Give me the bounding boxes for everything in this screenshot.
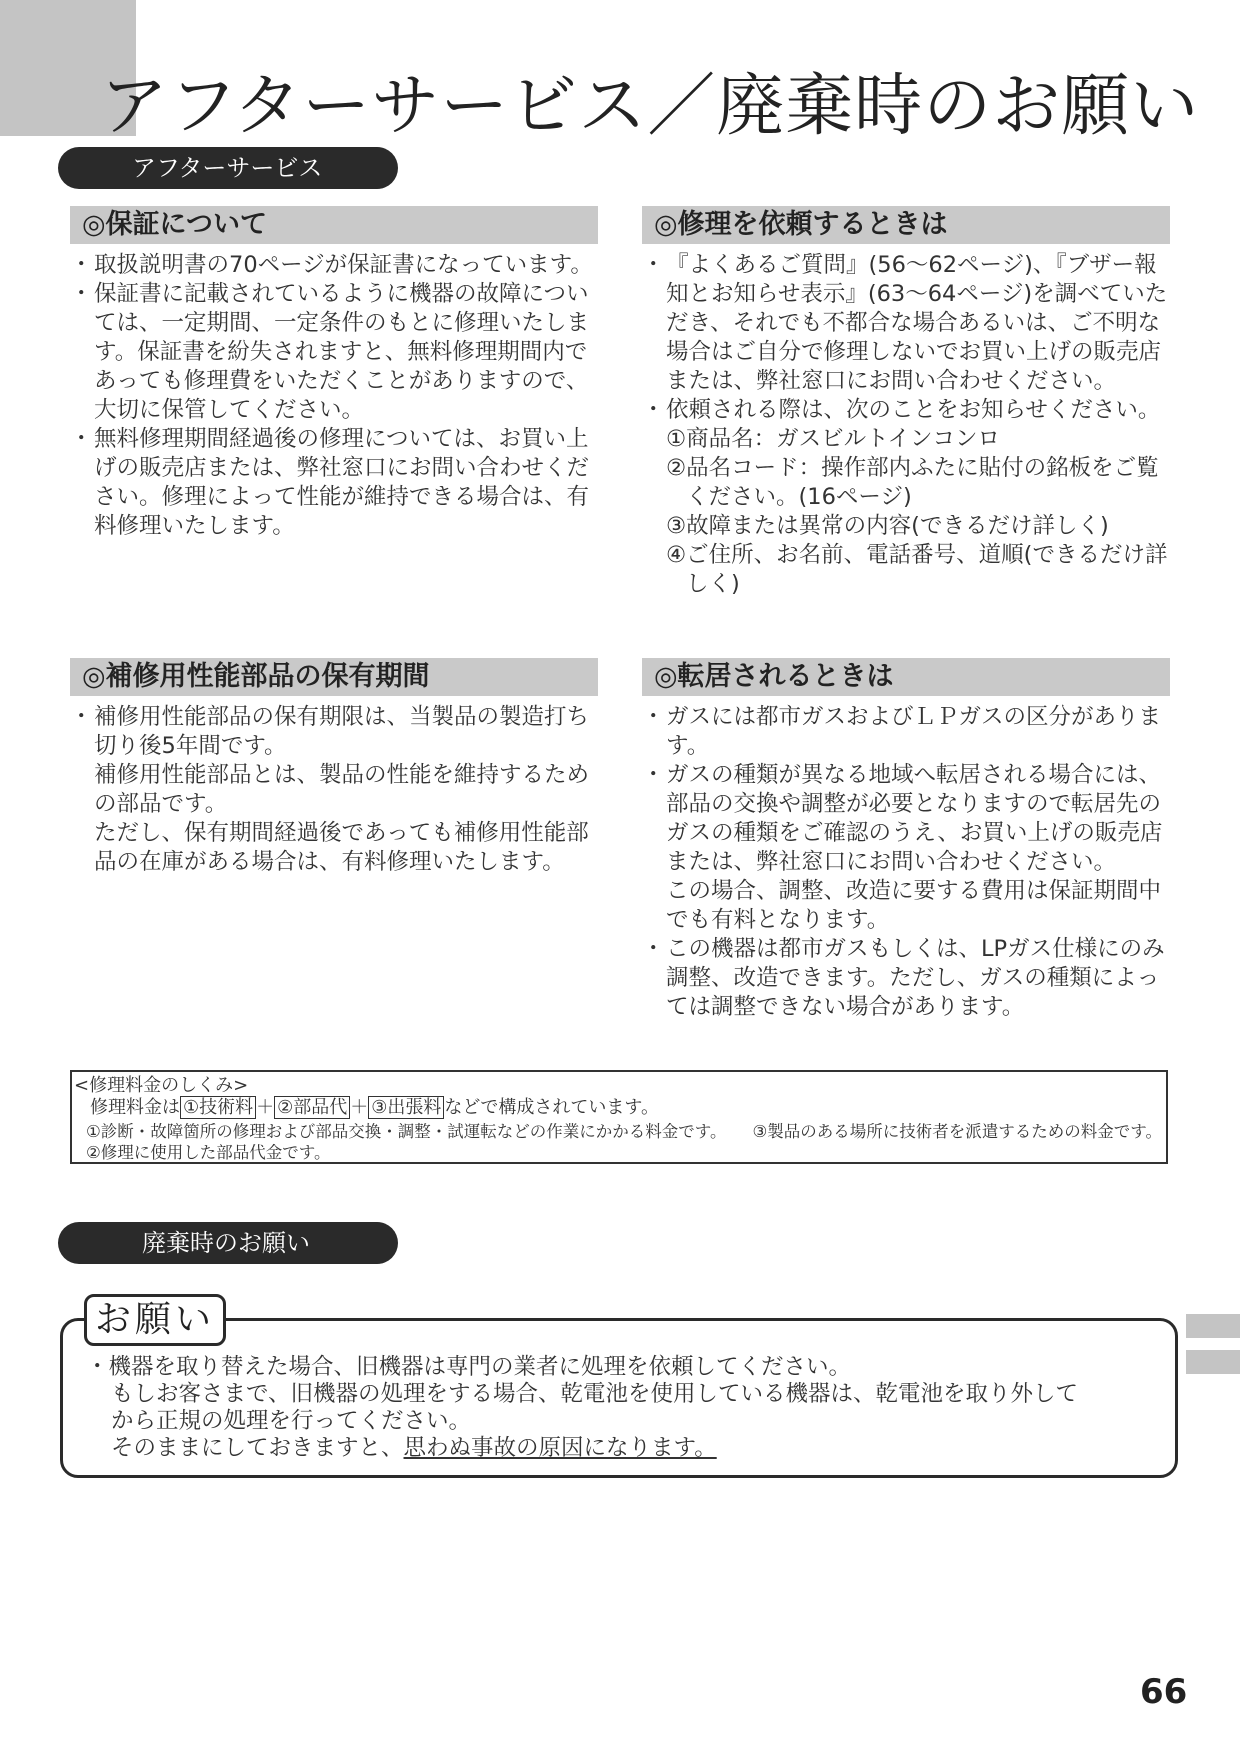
notice-line: から正規の処理を行ってください。 [111, 1408, 472, 1434]
notice-line: もしお客さまで、旧機器の処理をする場合、乾電池を使用している機器は、乾電池を取り外して [111, 1381, 1079, 1407]
list-item: ただし、保有期間経過後であっても補修用性能部品の在庫がある場合は、有料修理いたします。 [94, 820, 589, 875]
notice-body [86, 1354, 1078, 1462]
list-item: ・ 依頼される際は、次のことをお知らせください。 [646, 396, 1174, 425]
fee-plus: ＋ [256, 1097, 275, 1118]
fee-note-parts: ②修理に使用した部品代金です。 [86, 1143, 331, 1162]
fee-item-parts: ②部品代 [274, 1096, 350, 1119]
notice-label: お願い [84, 1294, 226, 1346]
list-item: この場合、調整、改造に要する費用は保証期間中でも有料となります。 [666, 878, 1162, 933]
parts-heading: ◎補修用性能部品の保有期間 [70, 658, 598, 696]
repair-fee-box [70, 1070, 1168, 1164]
page-title: アフターサービス／廃棄時のお願い [100, 67, 1200, 146]
fee-intro-prefix: 修理料金は [90, 1097, 180, 1118]
list-item: ・ この機器は都市ガスもしくは、LPガス仕様にのみ調整、改造できます。ただし、ガスの種類によっては調整できない場合があります。 [646, 935, 1174, 1022]
notice-line: ・機器を取り替えた場合、旧機器は専門の業者に処理を依頼してください。 [86, 1354, 852, 1380]
list-item: ・ 保証書に記載されているように機器の故障については、一定期間、一定条件のもとに修理いたします。保証書を紛失されますと、無料修理期間内であっても修理費をいただくことがありますので、大切に保管してください。 [74, 280, 602, 425]
fee-item-technical: ①技術料 [180, 1096, 256, 1119]
section-label-after-service: アフターサービス [58, 147, 398, 189]
page-number: 66 [1140, 1672, 1188, 1712]
fee-note-travel: ③製品のある場所に技術者を派遣するための料金です。 [752, 1122, 1162, 1141]
fee-item-travel: ③出張料 [368, 1096, 444, 1119]
list-item: ③故障または異常の内容(できるだけ詳しく) [666, 513, 1109, 539]
moving-list [646, 703, 1174, 1022]
fee-intro-suffix: などで構成されています。 [444, 1097, 659, 1118]
fee-notes-row [72, 1121, 1166, 1142]
side-index-tab [1186, 1350, 1240, 1374]
parts-list [74, 703, 602, 877]
list-item: ・ 取扱説明書の70ページが保証書になっています。 [74, 251, 602, 280]
list-item: ・ ガスの種類が異なる地域へ転居される場合には、部品の交換や調整が必要となりますので転居先のガスの種類をご確認のうえ、お買い上げの販売店または、弊社窓口にお問い合わせください。 [646, 761, 1174, 877]
section-label-disposal: 廃棄時のお願い [58, 1222, 398, 1264]
repair-heading: ◎修理を依頼するときは [642, 206, 1170, 244]
notice-line: そのままにしておきますと、思わぬ事故の原因になります。 [111, 1435, 717, 1461]
fee-note-technical: ①診断・故障箇所の修理および部品交換・調整・試運転などの作業にかかる料金です。 [86, 1122, 727, 1141]
list-item: ①商品名：ガスビルトインコンロ [666, 426, 1001, 452]
moving-heading: ◎転居されるときは [642, 658, 1170, 696]
list-item: ・ ガスには都市ガスおよびＬＰガスの区分があります。 [646, 703, 1174, 761]
list-item: ④ご住所、お名前、電話番号、道順(できるだけ詳しく) [666, 542, 1168, 597]
repair-list [646, 251, 1174, 599]
fee-box-title: <修理料金のしくみ> [74, 1075, 249, 1096]
fee-box-intro [72, 1097, 1166, 1118]
warranty-list [74, 251, 602, 541]
list-item: 補修用性能部品とは、製品の性能を維持するための部品です。 [94, 762, 590, 817]
fee-plus: ＋ [350, 1097, 369, 1118]
list-item: ・ 補修用性能部品の保有期限は、当製品の製造打ち切り後5年間です。 [74, 703, 602, 761]
notice-warning-underlined: 思わぬ事故の原因になります。 [403, 1435, 717, 1461]
side-index-tab [1186, 1314, 1240, 1338]
warranty-heading: ◎保証について [70, 206, 598, 244]
list-item: ・ 無料修理期間経過後の修理については、お買い上げの販売店または、弊社窓口にお問い合わせください。修理によって性能が維持できる場合は、有料修理いたします。 [74, 425, 602, 541]
list-item: ・ 『よくあるご質問』(56〜62ページ)、『ブザー報知とお知らせ表示』(63〜64ページ)を調べていただき、それでも不都合な場合あるいは、ご不明な場合はご自分で修理しないでお買い上げの販売店または、弊社窓口にお問い合わせください。 [646, 251, 1174, 396]
list-item: ②品名コード：操作部内ふたに貼付の銘板をご覧ください。(16ページ) [666, 455, 1159, 510]
